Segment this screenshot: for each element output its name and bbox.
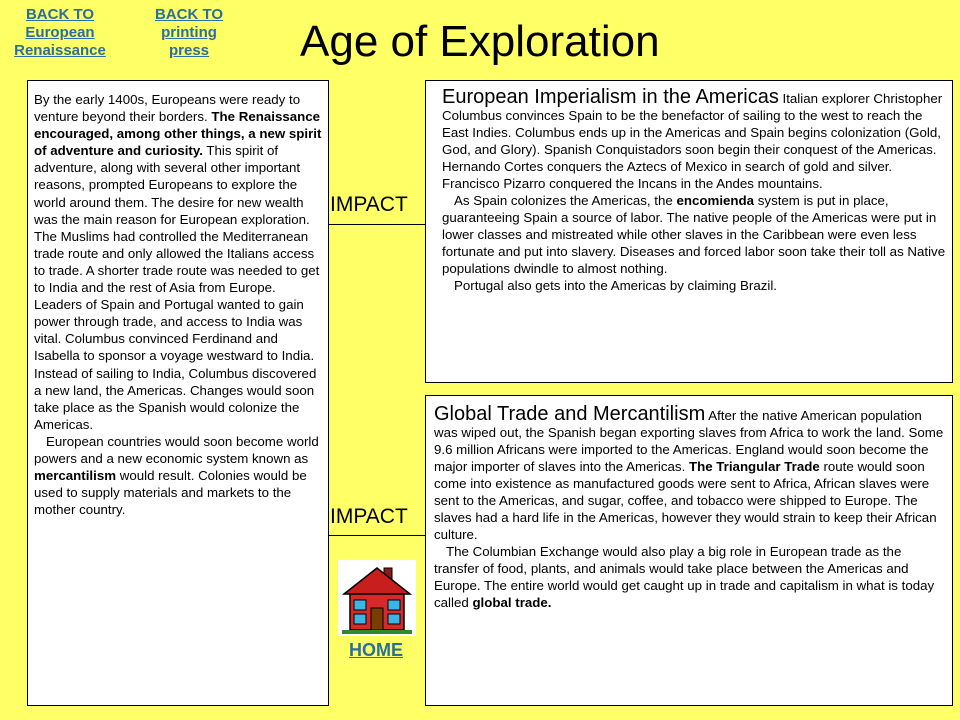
imperialism-p2-text-a: As Spain colonizes the Americas, the <box>454 193 677 208</box>
imperialism-panel <box>425 80 953 383</box>
back-to-printing-press-link[interactable]: BACK TO printing press <box>154 6 224 59</box>
imperialism-paragraph-1 <box>442 86 948 192</box>
imperialism-paragraph-2 <box>442 192 948 277</box>
back-to-european-renaissance-link[interactable]: BACK TO European Renaissance <box>14 6 106 59</box>
trade-p2-bold: global trade. <box>472 595 552 610</box>
impact-label-1: IMPACT <box>330 193 408 216</box>
left-paragraph-1 <box>34 91 322 433</box>
imperialism-p2-bold: encomienda <box>676 193 755 208</box>
trade-p2-text-a: The Columbian Exchange would also play a big role in European trade as the transfer of food, plants, and animals would take place between the Americas and Europe. The entire world would get caught up in trade and capitalism in what is today called <box>434 544 935 610</box>
left-text-panel <box>27 80 329 706</box>
page-title: Age of Exploration <box>300 17 660 66</box>
imperialism-p2-text-b: system is put in place, guaranteeing Spain a source of labor. The native people of the Americas were put in lower classes and mistreated while other slaves in the Caribbean were even less fortunate and put into slavery. Diseases and forced labor soon take their toll as Native populations dwindle to almost nothing. <box>442 193 946 276</box>
left-p2-text-b: would result. Colonies would be used to supply materials and markets to the mother country. <box>34 468 307 518</box>
impact-connector-1 <box>329 224 425 225</box>
imperialism-p1-text: Italian explorer Christopher Columbus convinces Spain to be the benefactor of sailing to the west to reach the East Indies. Columbus ends up in the Americas and Spain begins colonization (Gold, God, and Glory). Spanish Conquistadors soon begin their conquest of the Americas. Hernando Cortes conquers the Aztecs of Mexico in search of gold and silver. Francisco Pizarro conquered the Incans in the Andes mountains. <box>442 91 943 191</box>
imperialism-p3-text: Portugal also gets into the Americas by claiming Brazil. <box>454 278 777 293</box>
impact-connector-2 <box>329 535 425 536</box>
left-p2-text-a: European countries would soon become world powers and a new economic system known as <box>34 433 319 466</box>
impact-label-2: IMPACT <box>330 505 408 528</box>
home-house-icon[interactable] <box>338 560 416 636</box>
trade-paragraph-1 <box>434 403 948 543</box>
trade-p1-text-b: route would soon come into existence as manufactured goods were sent to Africa, African slaves were sent to the Americas, and sugar, coffee, and tobacco were shipped to Europe. The slaves had a hard life in the Americas, however they would strain to keep their African culture. <box>434 459 937 542</box>
trade-paragraph-2 <box>434 543 948 611</box>
left-p1-text-a: By the early 1400s, Europeans were ready to venture beyond their borders. <box>34 92 301 125</box>
left-paragraph-2 <box>34 433 322 518</box>
trade-heading: Global Trade and Mercantilism <box>434 403 706 425</box>
left-p1-text-b: This spirit of adventure, along with several other important reasons, prompted Europeans to explore the world around them. The desire for new wealth was the main reason for European exploration. The Muslims had controlled the Mediterranean trade route and only allowed the Italians access to trade. A shorter trade route was needed to get to India and the rest of Asia from Europe. Leaders of Spain and Portugal wanted to gain power through trade, and access to India was vital. Columbus convinced Ferdinand and Isabella to sponsor a voyage westward to India. Instead of sailing to India, Columbus discovered a new land, the Americas. Changes would soon take place as the Spanish would colonize the Americas. <box>34 143 320 432</box>
left-p1-bold: The Renaissance encouraged, among other things, a new spirit of adventure and curiosity. <box>34 109 322 159</box>
imperialism-heading: European Imperialism in the Americas <box>442 86 779 108</box>
trade-p1-bold: The Triangular Trade <box>688 459 820 474</box>
global-trade-panel <box>425 395 953 706</box>
imperialism-paragraph-3 <box>442 277 948 294</box>
left-p2-bold: mercantilism <box>34 468 117 484</box>
trade-p1-text-a: After the native American population was wiped out, the Spanish began exporting slaves from Africa to work the land. Some 9.6 million Africans were imported to the Americas. England would soon become the major importer of slaves into the Americas. <box>434 408 944 474</box>
home-link[interactable]: HOME <box>349 640 403 660</box>
